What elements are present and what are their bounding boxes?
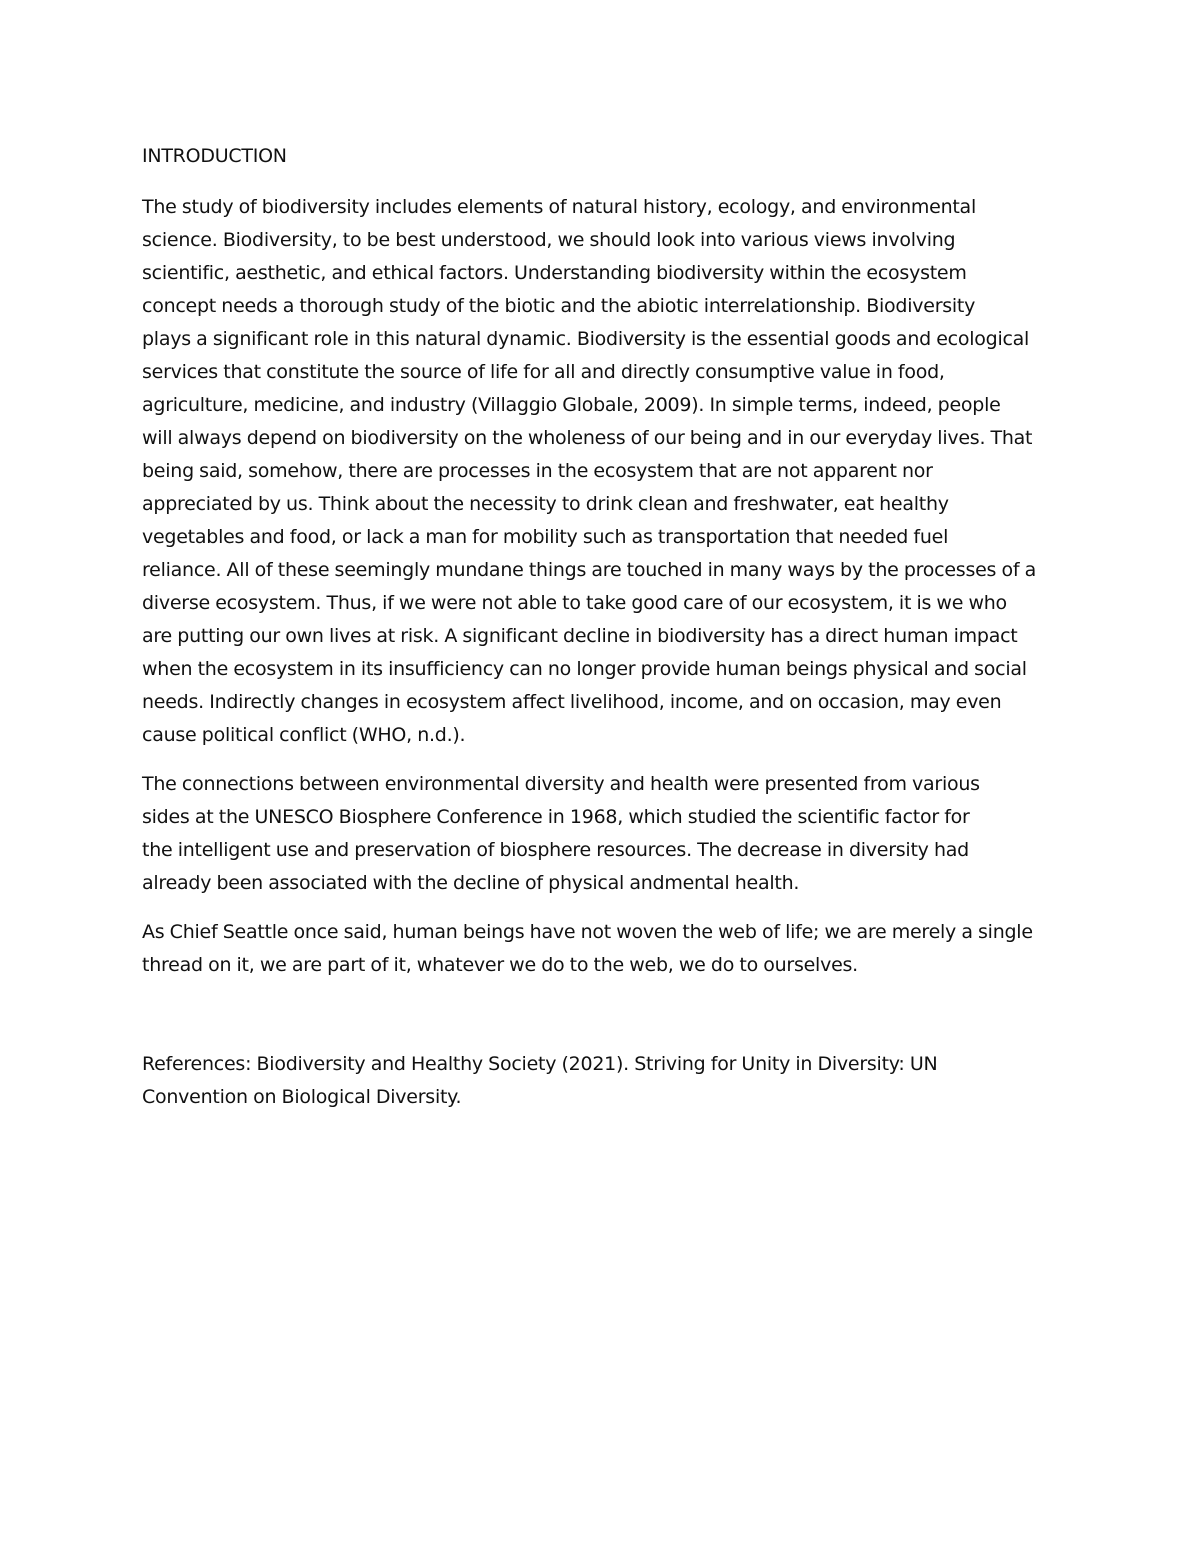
references: References: Biodiversity and Healthy Society (2021). Striving for Unity in Diversity: UN Convention on Biological Diversity.: [142, 1053, 938, 1108]
section-heading: INTRODUCTION: [142, 145, 287, 167]
paragraph-biodiversity-study: The study of biodiversity includes elements of natural history, ecology, and environmental science. Biodiversity, to be best understood, we should look into various views involving scientific, aesthetic, and ethical factors. Understanding biodiversity within the ecosystem concept needs a thorough study of the biotic and the abiotic interrelationship. Biodiversity plays a significant role in this natural dynamic. Biodiversity is the essential goods and ecological services that constitute the source of life for all and directly consumptive value in food, agriculture, medicine, and industry (Villaggio Globale, 2009). In simple terms, indeed, people will always depend on biodiversity on the wholeness of our being and in our everyday lives. That being said, somehow, there are processes in the ecosystem that are not apparent nor appreciated by us. Think about the necessity to drink clean and freshwater, eat healthy vegetables and food, or lack a man for mobility such as transportation that needed fuel reliance. All of these seemingly mundane things are touched in many ways by the processes of a diverse ecosystem. Thus, if we were not able to take good care of our ecosystem, it is we who are putting our own lives at risk. A significant decline in biodiversity has a direct human impact when the ecosystem in its insufficiency can no longer provide human beings physical and social needs. Indirectly changes in ecosystem affect livelihood, income, and on occasion, may even cause political conflict (WHO, n.d.).: [142, 196, 1036, 746]
document-body: [142, 140, 1072, 1114]
paragraph-unesco-conference: The connections between environmental diversity and health were presented from various sides at the UNESCO Biosphere Conference in 1968, which studied the scientific factor for the intelligent use and preservation of biosphere resources. The decrease in diversity had already been associated with the decline of physical andmental health.: [142, 773, 980, 894]
paragraph-chief-seattle-quote: As Chief Seattle once said, human beings have not woven the web of life; we are merely a single thread on it, we are part of it, whatever we do to the web, we do to ourselves.: [142, 921, 1033, 976]
